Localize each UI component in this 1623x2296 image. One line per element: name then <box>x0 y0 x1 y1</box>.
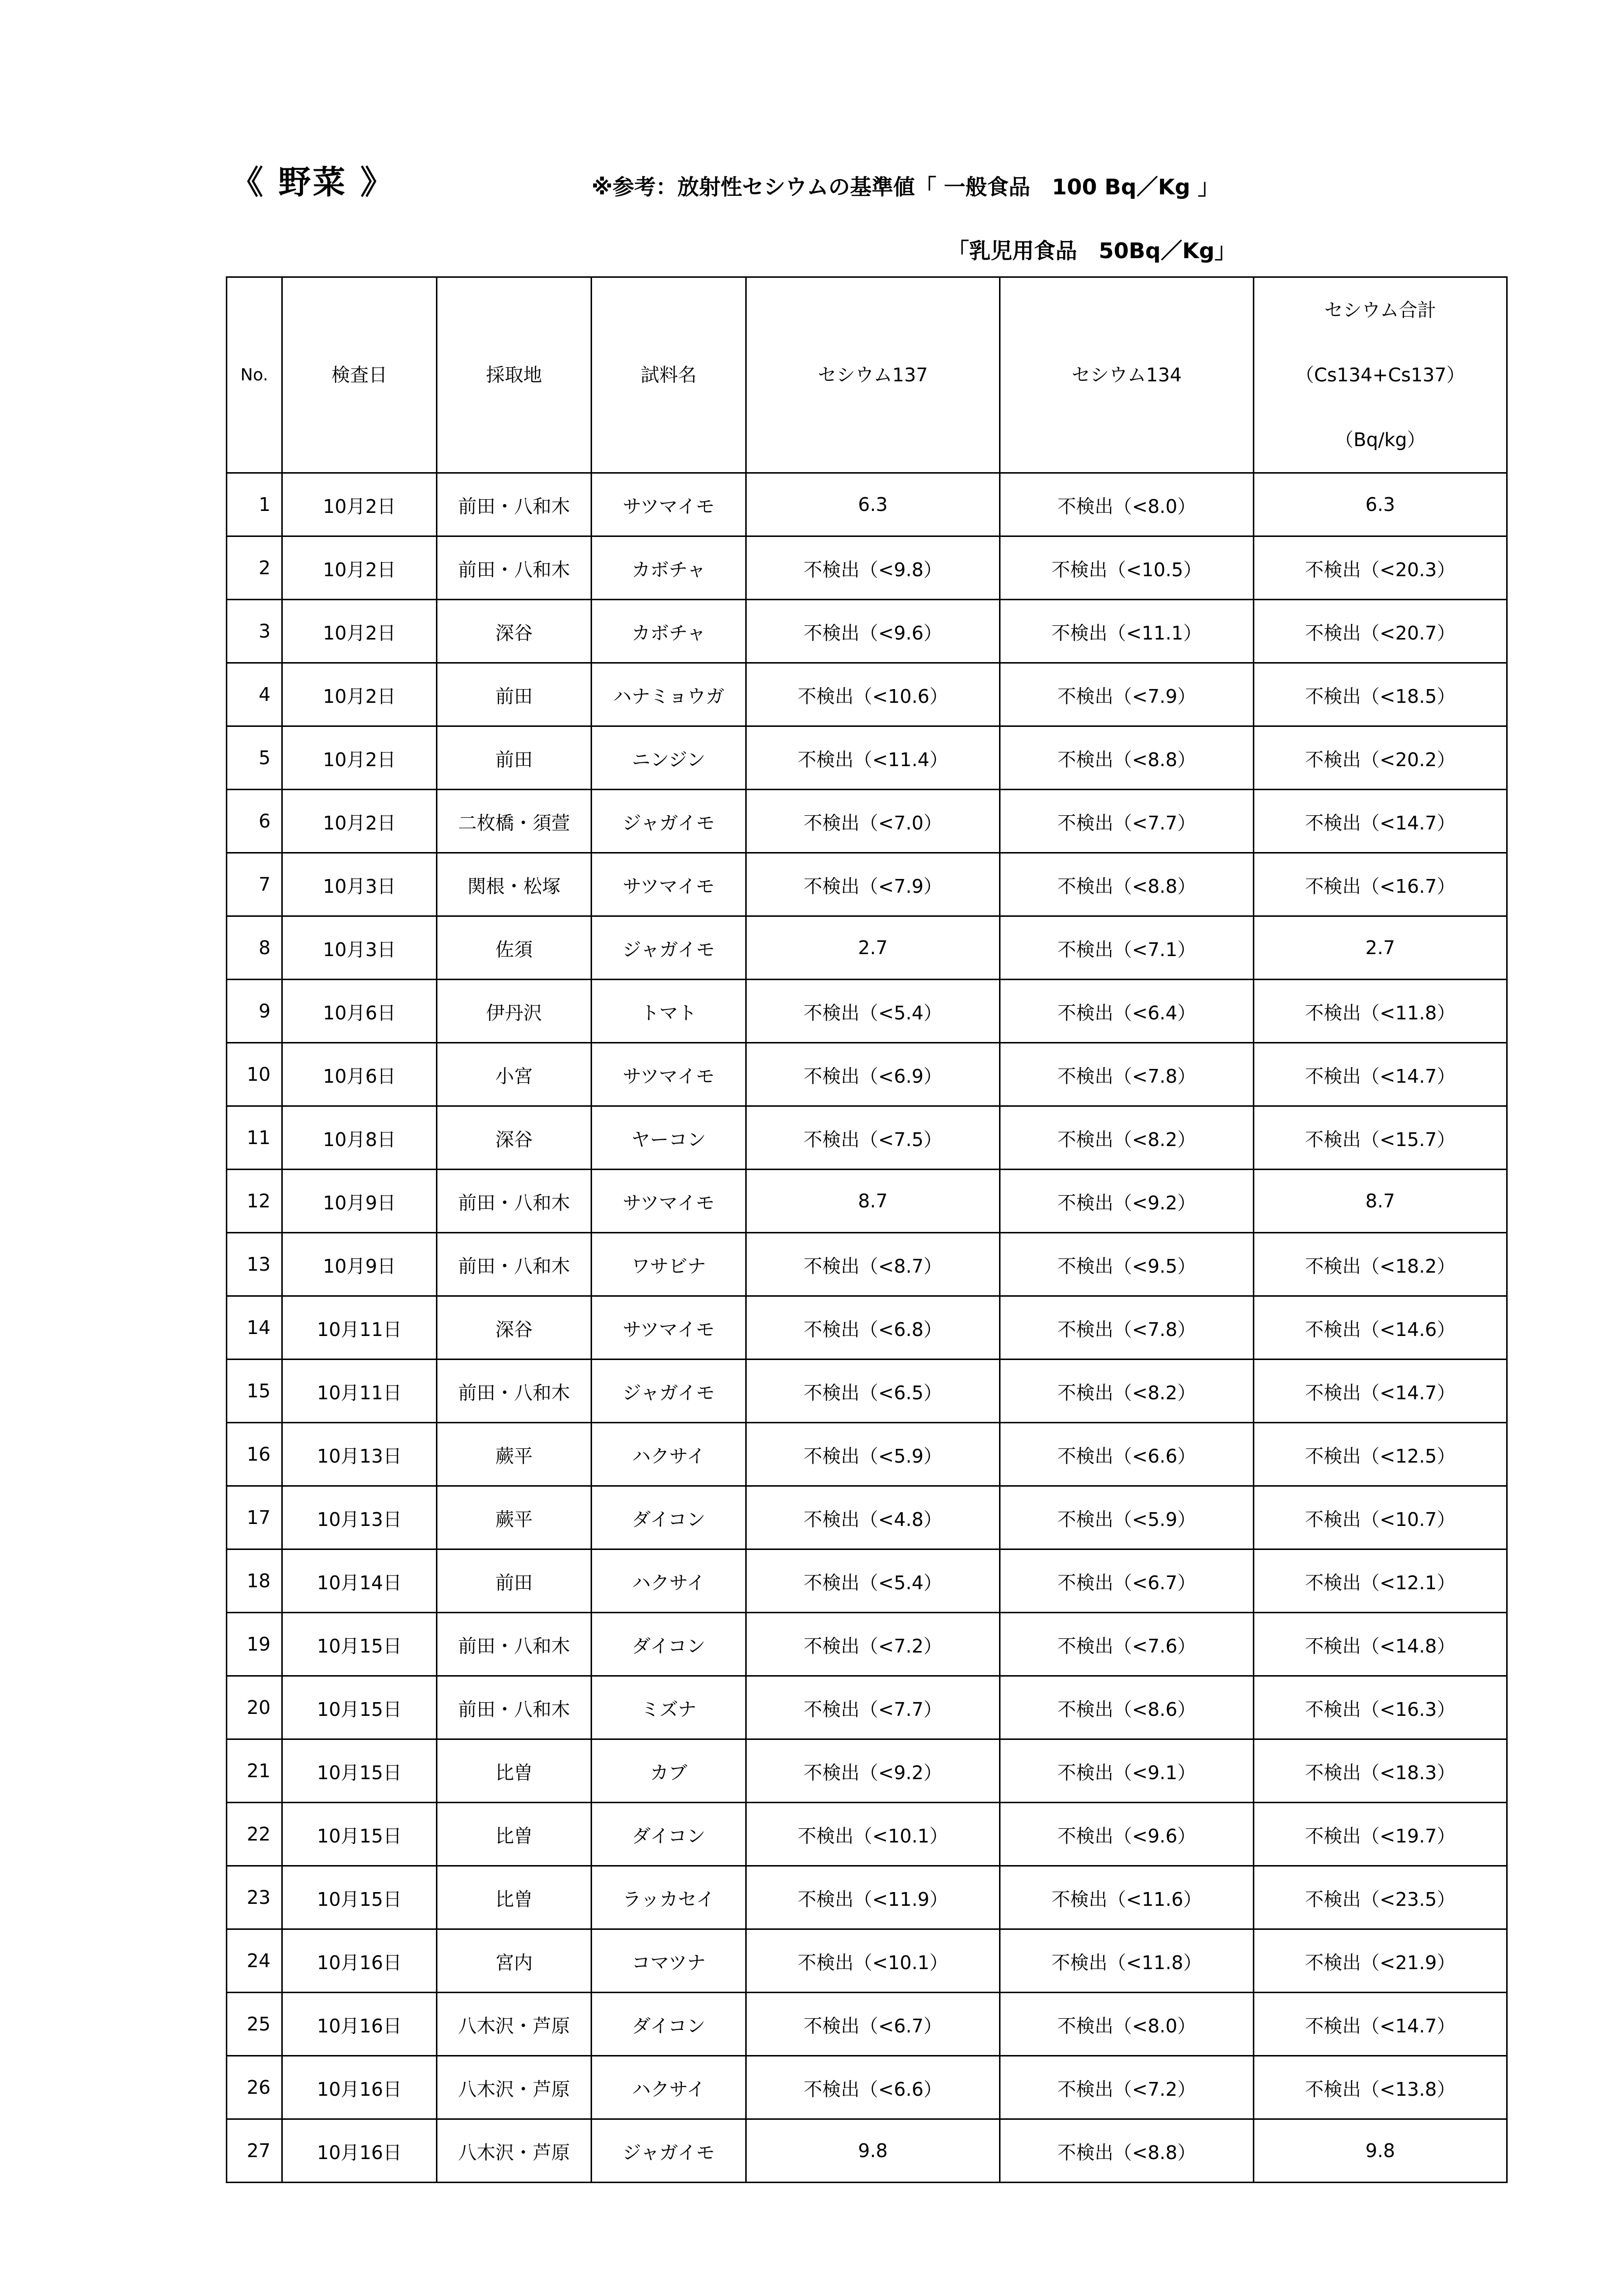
cell-date: 10月13日 <box>282 1423 437 1486</box>
cell-sample: ハクサイ <box>592 1549 746 1613</box>
cell-sample: ジャガイモ <box>592 916 746 980</box>
cell-cs134: 不検出（<5.9） <box>1000 1486 1254 1549</box>
cell-date: 10月15日 <box>282 1676 437 1739</box>
cell-total: 不検出（<20.3） <box>1254 536 1507 600</box>
cell-location: 比曽 <box>437 1803 592 1866</box>
cell-location: 比曽 <box>437 1866 592 1929</box>
header-total-line-1: セシウム合計 <box>1324 299 1436 321</box>
cell-cs137: 9.8 <box>746 2119 1000 2183</box>
cell-cs137: 不検出（<4.8） <box>746 1486 1000 1549</box>
cell-date: 10月15日 <box>282 1803 437 1866</box>
cell-cs134: 不検出（<7.8） <box>1000 1296 1254 1360</box>
cell-date: 10月2日 <box>282 726 437 790</box>
cell-date: 10月6日 <box>282 1043 437 1106</box>
cell-location: 八木沢・芦原 <box>437 2056 592 2119</box>
cell-no: 25 <box>227 1993 282 2056</box>
cell-sample: ジャガイモ <box>592 790 746 853</box>
cell-sample: トマト <box>592 980 746 1043</box>
cell-sample: コマツナ <box>592 1929 746 1993</box>
cell-cs137: 不検出（<5.9） <box>746 1423 1000 1486</box>
table-row <box>227 473 1507 536</box>
cell-total: 不検出（<21.9） <box>1254 1929 1507 1993</box>
cell-sample: サツマイモ <box>592 853 746 916</box>
cell-location: 前田・八和木 <box>437 536 592 600</box>
cell-cs134: 不検出（<11.1） <box>1000 600 1254 663</box>
cell-total: 不検出（<14.7） <box>1254 1043 1507 1106</box>
cell-date: 10月16日 <box>282 1929 437 1993</box>
table-row <box>227 980 1507 1043</box>
cell-date: 10月9日 <box>282 1233 437 1296</box>
cell-sample: サツマイモ <box>592 1170 746 1233</box>
cell-no: 9 <box>227 980 282 1043</box>
table-row <box>227 536 1507 600</box>
table-row <box>227 1360 1507 1423</box>
table-row <box>227 916 1507 980</box>
cell-location: 小宮 <box>437 1043 592 1106</box>
cell-location: 八木沢・芦原 <box>437 1993 592 2056</box>
table-row <box>227 1739 1507 1803</box>
cell-no: 8 <box>227 916 282 980</box>
cell-total: 不検出（<16.7） <box>1254 853 1507 916</box>
table-row <box>227 1106 1507 1170</box>
cell-cs134: 不検出（<6.6） <box>1000 1423 1254 1486</box>
cell-cs137: 不検出（<7.5） <box>746 1106 1000 1170</box>
cell-no: 7 <box>227 853 282 916</box>
cell-total: 不検出（<10.7） <box>1254 1486 1507 1549</box>
cell-total: 不検出（<14.8） <box>1254 1613 1507 1676</box>
cell-cs137: 不検出（<10.1） <box>746 1803 1000 1866</box>
cell-date: 10月15日 <box>282 1613 437 1676</box>
cell-cs134: 不検出（<7.7） <box>1000 790 1254 853</box>
reference-note-general-food: ※参考：放射性セシウムの基準値「 一般食品 100 Bq／Kg 」 <box>592 175 1219 200</box>
results-body <box>227 473 1507 2183</box>
cell-sample: ジャガイモ <box>592 2119 746 2183</box>
cell-cs137: 不検出（<5.4） <box>746 1549 1000 1613</box>
cell-location: 蕨平 <box>437 1423 592 1486</box>
results-table <box>226 276 1508 2183</box>
cell-cs134: 不検出（<9.6） <box>1000 1803 1254 1866</box>
cell-location: 前田・八和木 <box>437 1613 592 1676</box>
cell-cs137: 不検出（<6.8） <box>746 1296 1000 1360</box>
cell-sample: カブ <box>592 1739 746 1803</box>
table-row <box>227 1296 1507 1360</box>
header-location: 採取地 <box>437 277 592 473</box>
cell-location: 前田・八和木 <box>437 1676 592 1739</box>
cell-cs134: 不検出（<9.5） <box>1000 1233 1254 1296</box>
cell-cs134: 不検出（<9.1） <box>1000 1739 1254 1803</box>
cell-cs137: 不検出（<11.9） <box>746 1866 1000 1929</box>
cell-sample: ワサビナ <box>592 1233 746 1296</box>
cell-total: 不検出（<13.8） <box>1254 2056 1507 2119</box>
cell-no: 27 <box>227 2119 282 2183</box>
table-row <box>227 1993 1507 2056</box>
cell-sample: サツマイモ <box>592 473 746 536</box>
cell-location: 前田・八和木 <box>437 1170 592 1233</box>
cell-sample: ヤーコン <box>592 1106 746 1170</box>
cell-location: 伊丹沢 <box>437 980 592 1043</box>
cell-date: 10月16日 <box>282 1993 437 2056</box>
cell-total: 不検出（<14.7） <box>1254 790 1507 853</box>
cell-no: 17 <box>227 1486 282 1549</box>
cell-total: 不検出（<20.7） <box>1254 600 1507 663</box>
cell-sample: ミズナ <box>592 1676 746 1739</box>
cell-total: 不検出（<18.3） <box>1254 1739 1507 1803</box>
cell-no: 24 <box>227 1929 282 1993</box>
cell-date: 10月2日 <box>282 473 437 536</box>
cell-no: 22 <box>227 1803 282 1866</box>
table-row <box>227 2119 1507 2183</box>
table-row <box>227 663 1507 726</box>
header-sample: 試料名 <box>592 277 746 473</box>
cell-cs137: 不検出（<7.9） <box>746 853 1000 916</box>
cell-cs134: 不検出（<6.7） <box>1000 1549 1254 1613</box>
cell-date: 10月16日 <box>282 2056 437 2119</box>
cell-location: 佐須 <box>437 916 592 980</box>
cell-no: 23 <box>227 1866 282 1929</box>
header-total-line-2: （Cs134+Cs137） <box>1295 364 1465 386</box>
cell-cs134: 不検出（<7.8） <box>1000 1043 1254 1106</box>
cell-date: 10月2日 <box>282 536 437 600</box>
cell-cs134: 不検出（<7.1） <box>1000 916 1254 980</box>
cell-no: 20 <box>227 1676 282 1739</box>
cell-total: 不検出（<23.5） <box>1254 1866 1507 1929</box>
cell-cs134: 不検出（<7.6） <box>1000 1613 1254 1676</box>
cell-cs134: 不検出（<8.0） <box>1000 473 1254 536</box>
cell-no: 1 <box>227 473 282 536</box>
cell-date: 10月2日 <box>282 663 437 726</box>
cell-sample: カボチャ <box>592 536 746 600</box>
cell-date: 10月3日 <box>282 853 437 916</box>
cell-cs134: 不検出（<9.2） <box>1000 1170 1254 1233</box>
cell-no: 14 <box>227 1296 282 1360</box>
cell-location: 前田・八和木 <box>437 1360 592 1423</box>
cell-sample: ハクサイ <box>592 1423 746 1486</box>
cell-cs137: 不検出（<7.2） <box>746 1613 1000 1676</box>
cell-cs137: 不検出（<6.9） <box>746 1043 1000 1106</box>
cell-location: 深谷 <box>437 1106 592 1170</box>
table-row <box>227 726 1507 790</box>
header-date: 検査日 <box>282 277 437 473</box>
cell-date: 10月8日 <box>282 1106 437 1170</box>
cell-no: 13 <box>227 1233 282 1296</box>
table-row <box>227 1233 1507 1296</box>
cell-location: 前田 <box>437 726 592 790</box>
cell-total: 6.3 <box>1254 473 1507 536</box>
cell-date: 10月13日 <box>282 1486 437 1549</box>
cell-no: 19 <box>227 1613 282 1676</box>
cell-cs134: 不検出（<8.2） <box>1000 1360 1254 1423</box>
cell-sample: サツマイモ <box>592 1043 746 1106</box>
cell-date: 10月6日 <box>282 980 437 1043</box>
cell-total: 不検出（<14.7） <box>1254 1993 1507 2056</box>
header-cs137: セシウム137 <box>746 277 1000 473</box>
cell-no: 12 <box>227 1170 282 1233</box>
table-row <box>227 1043 1507 1106</box>
cell-cs137: 不検出（<6.7） <box>746 1993 1000 2056</box>
header-no: No. <box>227 277 282 473</box>
cell-date: 10月3日 <box>282 916 437 980</box>
header-total-line-3: （Bq/kg） <box>1334 429 1426 451</box>
cell-cs134: 不検出（<8.8） <box>1000 2119 1254 2183</box>
cell-cs134: 不検出（<8.2） <box>1000 1106 1254 1170</box>
table-row <box>227 1929 1507 1993</box>
header-total <box>1254 277 1507 473</box>
cell-cs137: 不検出（<7.0） <box>746 790 1000 853</box>
cell-no: 26 <box>227 2056 282 2119</box>
table-row <box>227 790 1507 853</box>
cell-location: 前田・八和木 <box>437 473 592 536</box>
cell-location: 前田 <box>437 663 592 726</box>
table-row <box>227 1613 1507 1676</box>
cell-total: 不検出（<14.7） <box>1254 1360 1507 1423</box>
cell-no: 16 <box>227 1423 282 1486</box>
cell-no: 5 <box>227 726 282 790</box>
cell-no: 15 <box>227 1360 282 1423</box>
cell-no: 18 <box>227 1549 282 1613</box>
cell-date: 10月2日 <box>282 790 437 853</box>
cell-cs137: 不検出（<5.4） <box>746 980 1000 1043</box>
cell-cs134: 不検出（<10.5） <box>1000 536 1254 600</box>
cell-total: 不検出（<14.6） <box>1254 1296 1507 1360</box>
cell-cs137: 6.3 <box>746 473 1000 536</box>
cell-sample: ダイコン <box>592 1613 746 1676</box>
cell-cs137: 不検出（<10.1） <box>746 1929 1000 1993</box>
cell-date: 10月9日 <box>282 1170 437 1233</box>
cell-cs134: 不検出（<8.8） <box>1000 853 1254 916</box>
cell-location: 宮内 <box>437 1929 592 1993</box>
cell-location: 前田・八和木 <box>437 1233 592 1296</box>
cell-total: 不検出（<15.7） <box>1254 1106 1507 1170</box>
cell-location: 前田 <box>437 1549 592 1613</box>
cell-total: 不検出（<12.5） <box>1254 1423 1507 1486</box>
cell-cs137: 不検出（<6.5） <box>746 1360 1000 1423</box>
cell-location: 関根・松塚 <box>437 853 592 916</box>
cell-date: 10月15日 <box>282 1739 437 1803</box>
cell-no: 4 <box>227 663 282 726</box>
cell-location: 八木沢・芦原 <box>437 2119 592 2183</box>
header-row <box>227 277 1507 473</box>
cell-cs137: 不検出（<9.8） <box>746 536 1000 600</box>
cell-total: 不検出（<16.3） <box>1254 1676 1507 1739</box>
cell-sample: サツマイモ <box>592 1296 746 1360</box>
cell-no: 21 <box>227 1739 282 1803</box>
cell-date: 10月11日 <box>282 1296 437 1360</box>
cell-total: 不検出（<12.1） <box>1254 1549 1507 1613</box>
table-row <box>227 1676 1507 1739</box>
cell-cs137: 2.7 <box>746 916 1000 980</box>
cell-cs137: 不検出（<10.6） <box>746 663 1000 726</box>
cell-date: 10月14日 <box>282 1549 437 1613</box>
cell-cs137: 不検出（<9.2） <box>746 1739 1000 1803</box>
cell-total: 2.7 <box>1254 916 1507 980</box>
cell-cs134: 不検出（<11.6） <box>1000 1866 1254 1929</box>
cell-cs134: 不検出（<8.0） <box>1000 1993 1254 2056</box>
cell-cs137: 不検出（<7.7） <box>746 1676 1000 1739</box>
cell-cs134: 不検出（<11.8） <box>1000 1929 1254 1993</box>
cell-total: 不検出（<18.2） <box>1254 1233 1507 1296</box>
table-row <box>227 1549 1507 1613</box>
cell-total: 8.7 <box>1254 1170 1507 1233</box>
table-row <box>227 600 1507 663</box>
cell-sample: カボチャ <box>592 600 746 663</box>
cell-cs134: 不検出（<8.8） <box>1000 726 1254 790</box>
table-row <box>227 1486 1507 1549</box>
cell-no: 11 <box>227 1106 282 1170</box>
table-row <box>227 853 1507 916</box>
cell-location: 蕨平 <box>437 1486 592 1549</box>
cell-total: 不検出（<20.2） <box>1254 726 1507 790</box>
cell-total: 不検出（<11.8） <box>1254 980 1507 1043</box>
cell-total: 9.8 <box>1254 2119 1507 2183</box>
table-row <box>227 1423 1507 1486</box>
page-title: 《 野菜 》 <box>231 163 395 201</box>
header-cs134: セシウム134 <box>1000 277 1254 473</box>
cell-total: 不検出（<19.7） <box>1254 1803 1507 1866</box>
cell-sample: ハクサイ <box>592 2056 746 2119</box>
cell-sample: ニンジン <box>592 726 746 790</box>
table-row <box>227 1170 1507 1233</box>
cell-date: 10月16日 <box>282 2119 437 2183</box>
cell-date: 10月2日 <box>282 600 437 663</box>
cell-cs137: 不検出（<11.4） <box>746 726 1000 790</box>
cell-no: 10 <box>227 1043 282 1106</box>
table-row <box>227 1866 1507 1929</box>
cell-no: 3 <box>227 600 282 663</box>
cell-location: 深谷 <box>437 600 592 663</box>
reference-note-infant-food: 「乳児用食品 50Bq／Kg」 <box>947 239 1236 264</box>
cell-sample: ダイコン <box>592 1803 746 1866</box>
cell-location: 比曽 <box>437 1739 592 1803</box>
cell-cs137: 8.7 <box>746 1170 1000 1233</box>
cell-sample: ラッカセイ <box>592 1866 746 1929</box>
cell-no: 6 <box>227 790 282 853</box>
cell-date: 10月15日 <box>282 1866 437 1929</box>
cell-sample: ダイコン <box>592 1993 746 2056</box>
cell-sample: ダイコン <box>592 1486 746 1549</box>
cell-date: 10月11日 <box>282 1360 437 1423</box>
cell-location: 深谷 <box>437 1296 592 1360</box>
cell-location: 二枚橋・須萱 <box>437 790 592 853</box>
cell-sample: ジャガイモ <box>592 1360 746 1423</box>
cell-no: 2 <box>227 536 282 600</box>
cell-total: 不検出（<18.5） <box>1254 663 1507 726</box>
cell-sample: ハナミョウガ <box>592 663 746 726</box>
cell-cs134: 不検出（<7.2） <box>1000 2056 1254 2119</box>
cell-cs134: 不検出（<8.6） <box>1000 1676 1254 1739</box>
cell-cs137: 不検出（<9.6） <box>746 600 1000 663</box>
cell-cs134: 不検出（<6.4） <box>1000 980 1254 1043</box>
cell-cs137: 不検出（<6.6） <box>746 2056 1000 2119</box>
table-row <box>227 2056 1507 2119</box>
table-row <box>227 1803 1507 1866</box>
cell-cs137: 不検出（<8.7） <box>746 1233 1000 1296</box>
cell-cs134: 不検出（<7.9） <box>1000 663 1254 726</box>
